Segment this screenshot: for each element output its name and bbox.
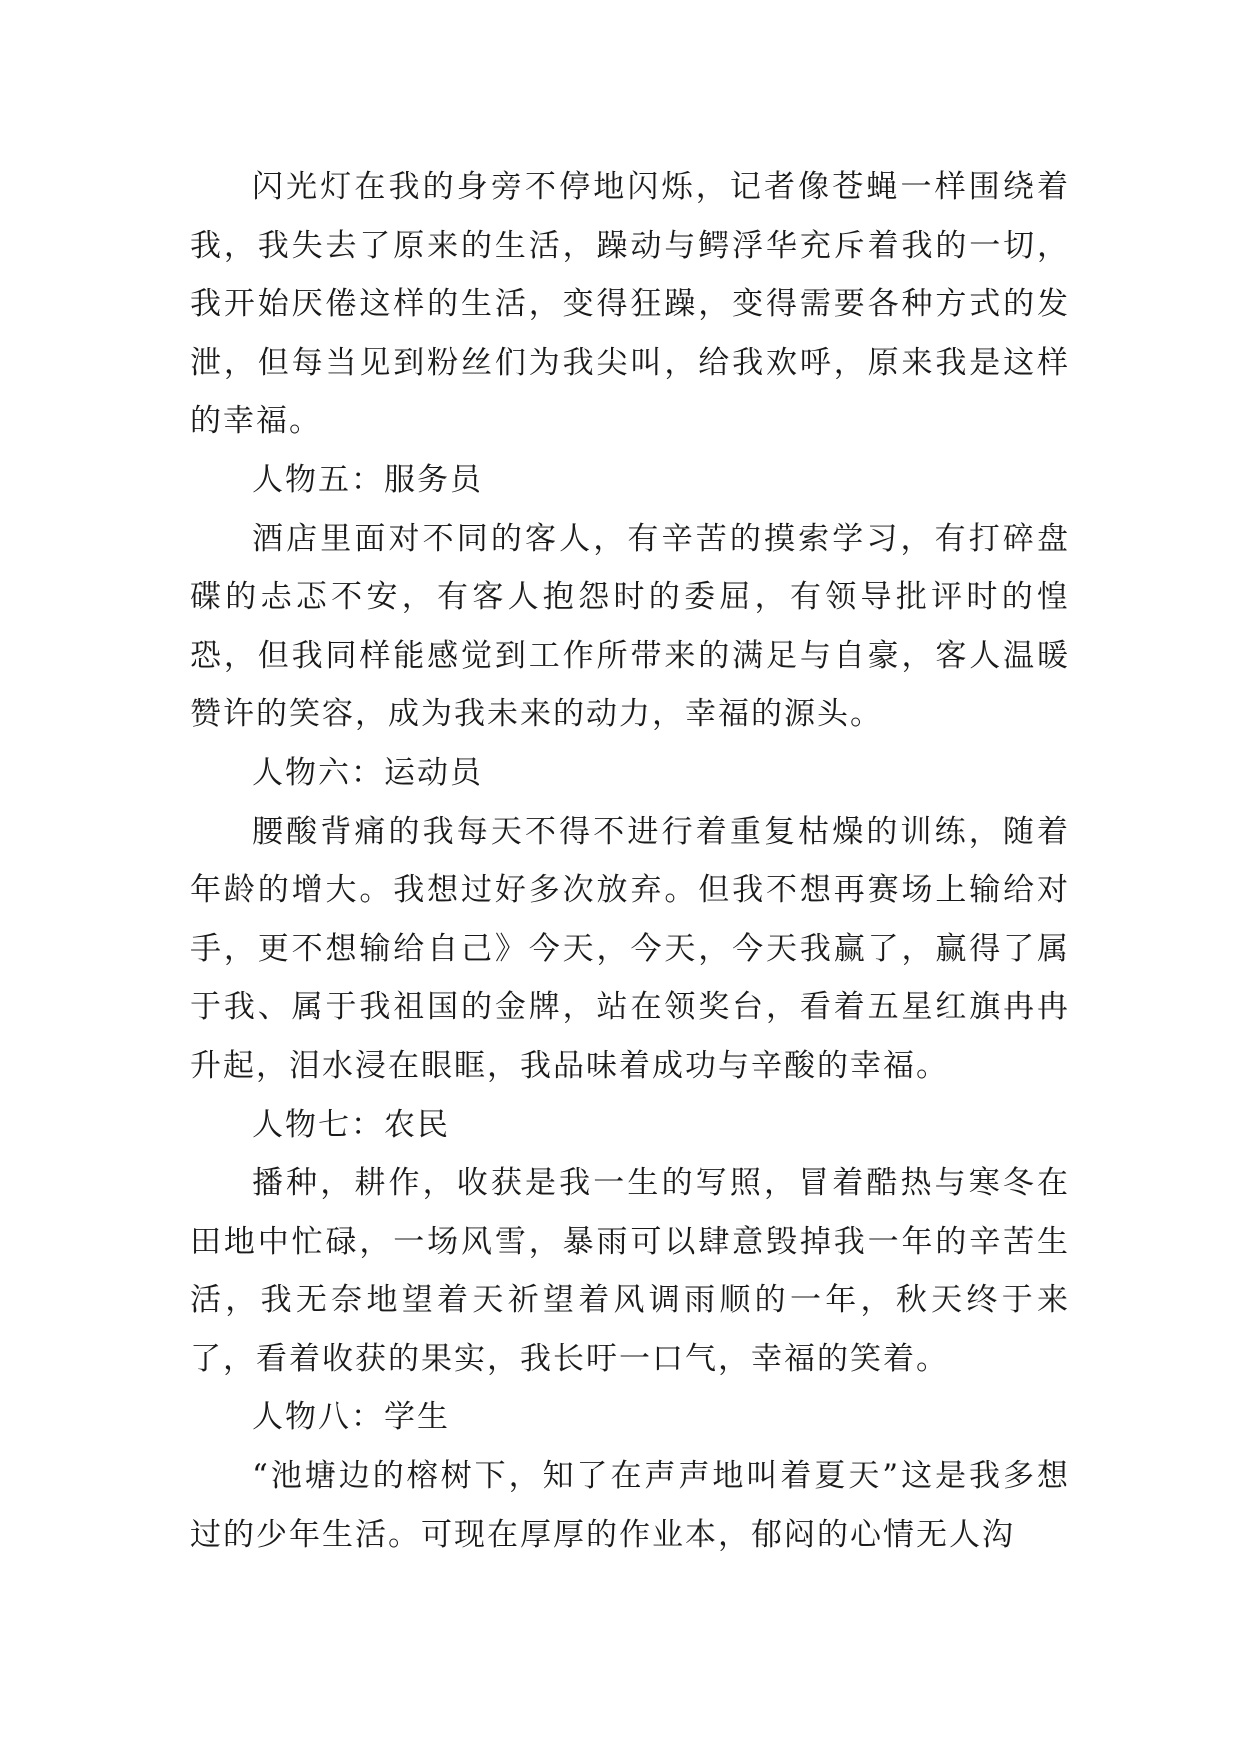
paragraph-student: “池塘边的榕树下，知了在声声地叫着夏天”这是我多想过的少年生活。可现在厚厚的作业本，郁闷的心情无人沟 [190, 1458, 1070, 1553]
paragraph-farmer: 播种，耕作，收获是我一生的写照，冒着酷热与寒冬在田地中忙碌，一场风雪，暴雨可以肆意毁掉我一年的辛苦生活，我无奈地望着天祈望着风调雨顺的一年，秋天终于来了，看着收获的果实，我长吁一口气，幸福的笑着。 [190, 1165, 1070, 1377]
paragraph-star: 闪光灯在我的身旁不停地闪烁，记者像苍蝇一样围绕着我，我失去了原来的生活，躁动与鳄浮华充斥着我的一切，我开始厌倦这样的生活，变得狂躁，变得需要各种方式的发泄，但每当见到粉丝们为我尖叫，给我欢呼，原来我是这样的幸福。 [190, 169, 1070, 440]
paragraph-athlete: 腰酸背痛的我每天不得不进行着重复枯燥的训练，随着年龄的增大。我想过好多次放弃。但我不想再赛场上输给对手，更不想输给自己》今天，今天，今天我赢了，赢得了属于我、属于我祖国的金牌，站在领奖台，看着五星红旗冉冉升起，泪水浸在眼眶，我品味着成功与辛酸的幸福。 [190, 813, 1070, 1084]
heading-farmer: 人物七：农民 [252, 1106, 450, 1143]
heading-athlete: 人物六：运动员 [252, 754, 483, 791]
heading-waiter: 人物五：服务员 [252, 461, 483, 498]
heading-student: 人物八：学生 [252, 1399, 450, 1436]
document-body [190, 158, 1070, 1564]
paragraph-waiter: 酒店里面对不同的客人，有辛苦的摸索学习，有打碎盘碟的忐忑不安，有客人抱怨时的委屈，有领导批评时的惶恐，但我同样能感觉到工作所带来的满足与自豪，客人温暖赞许的笑容，成为我未来的动力，幸福的源头。 [190, 520, 1070, 733]
